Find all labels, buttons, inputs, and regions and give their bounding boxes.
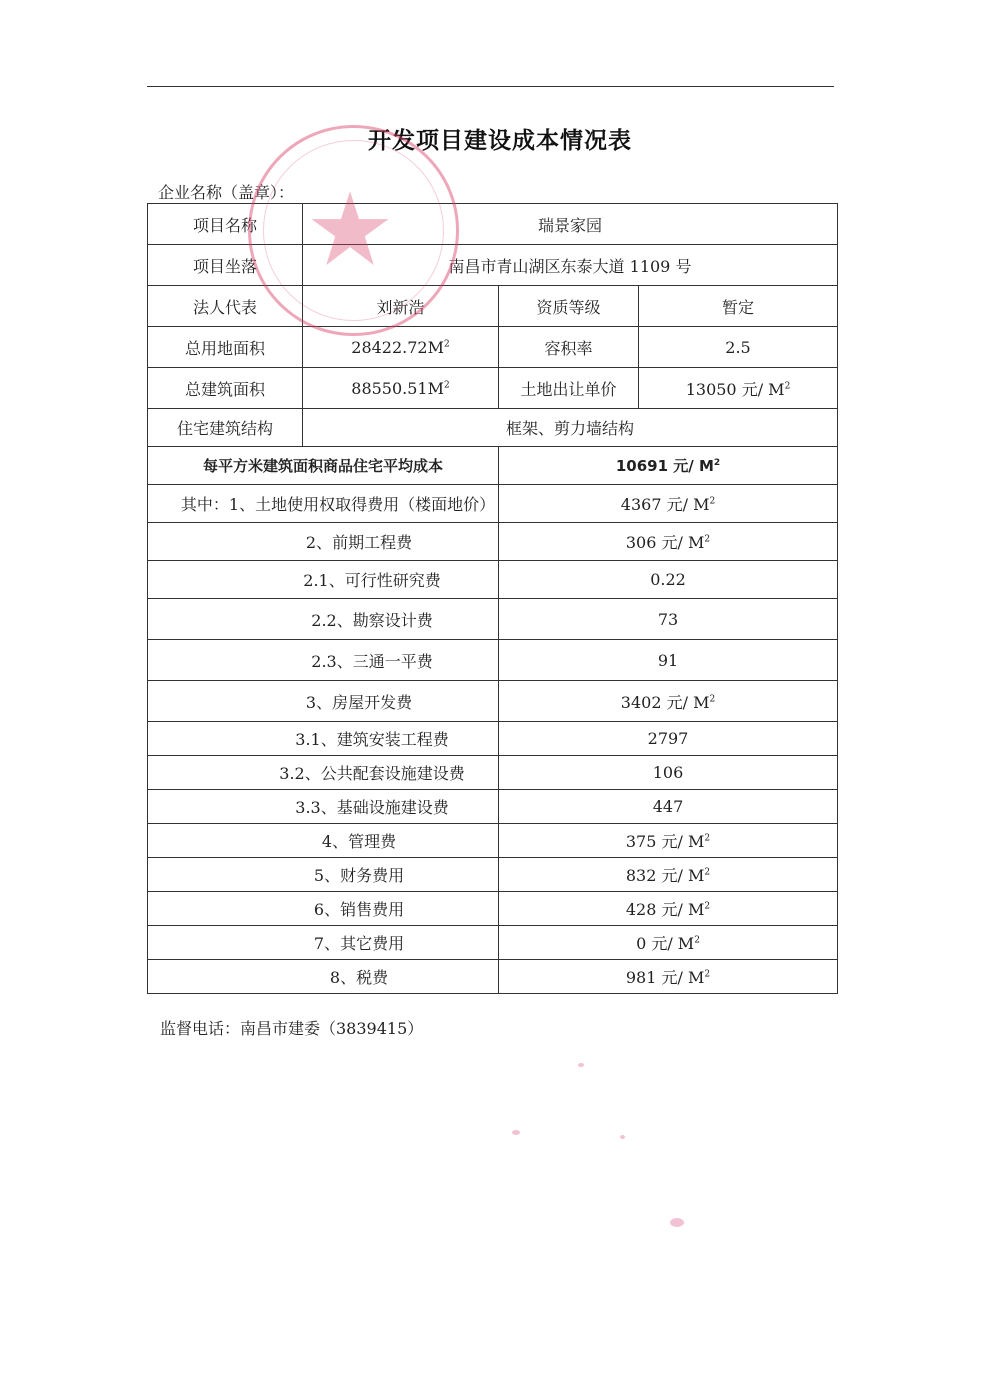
- item-value: 447: [499, 790, 838, 824]
- table-row: [148, 681, 838, 722]
- unit-superscript: 2: [784, 381, 791, 392]
- structure-value: 框架、剪力墙结构: [303, 409, 838, 447]
- building-area-value: 88550.51M: [351, 378, 444, 398]
- item-label: 2.1、可行性研究费: [148, 561, 499, 599]
- qualification-value: 暂定: [639, 286, 838, 327]
- item-value: 3402 元/ M: [620, 692, 710, 712]
- item-value: 375 元/ M: [625, 832, 705, 851]
- item-value: 2797: [499, 722, 838, 756]
- table-row: [148, 523, 838, 561]
- table-row: [148, 960, 838, 994]
- table-row: [148, 790, 838, 824]
- unit-superscript: 2: [694, 935, 700, 946]
- item-value-cell: [499, 523, 838, 561]
- table-row: [148, 824, 838, 858]
- item-label: 3.1、建筑安装工程费: [148, 722, 499, 756]
- table-row: [148, 485, 838, 523]
- land-price-cell: [639, 368, 838, 409]
- unit-superscript: 2: [704, 534, 711, 545]
- item-value-cell: [499, 485, 838, 523]
- item-value: 832 元/ M: [625, 866, 705, 885]
- scan-speck: [670, 1218, 684, 1227]
- page-title: 开发项目建设成本情况表: [368, 128, 632, 154]
- item-value: 428 元/ M: [625, 900, 705, 919]
- company-label: 企业名称（盖章）：: [158, 183, 295, 202]
- legal-rep-value: 刘新浩: [303, 286, 499, 327]
- table-row: [148, 722, 838, 756]
- item-label: 7、其它费用: [148, 926, 499, 960]
- item-value: 4367 元/ M: [620, 495, 710, 514]
- table-row: [148, 409, 838, 447]
- avg-cost-label: 每平方米建筑面积商品住宅平均成本: [148, 447, 499, 485]
- top-rule: [147, 86, 834, 87]
- unit-superscript: 2: [704, 969, 711, 980]
- item-value: 0 元/ M: [636, 934, 695, 953]
- item-value-cell: [499, 926, 838, 960]
- item-value-cell: [499, 960, 838, 994]
- item-label: 2、前期工程费: [148, 523, 499, 561]
- unit-superscript: 2: [709, 496, 716, 507]
- table-row: [148, 204, 838, 245]
- table-row: [148, 926, 838, 960]
- item-value: 306 元/ M: [625, 533, 705, 552]
- item-label: 5、财务费用: [148, 858, 499, 892]
- far-label: 容积率: [499, 327, 639, 368]
- item-value: 0.22: [499, 561, 838, 599]
- item-value: 981 元/ M: [625, 968, 705, 987]
- avg-cost-value: 10691 元/ M: [615, 457, 714, 475]
- table-row: [148, 561, 838, 599]
- supervision-phone: 监督电话：南昌市建委（3839415）: [160, 1019, 424, 1038]
- project-location-value: 南昌市青山湖区东泰大道 1109 号: [303, 245, 838, 286]
- item-label: 2.2、勘察设计费: [148, 599, 499, 640]
- table-row: [148, 599, 838, 640]
- item-value: 91: [499, 640, 838, 681]
- item-label: 2.3、三通一平费: [148, 640, 499, 681]
- land-price-label: 土地出让单价: [499, 368, 639, 409]
- table-row: [148, 892, 838, 926]
- table-row: [148, 368, 838, 409]
- unit-superscript: 2: [444, 339, 450, 350]
- qualification-label: 资质等级: [499, 286, 639, 327]
- item-label: 3、房屋开发费: [148, 681, 499, 722]
- unit-superscript: 2: [704, 901, 711, 912]
- item-value: 106: [499, 756, 838, 790]
- land-area-cell: [303, 327, 499, 368]
- unit-superscript: 2: [709, 694, 716, 705]
- item-value: 73: [499, 599, 838, 640]
- item-value-cell: [499, 824, 838, 858]
- unit-superscript: 2: [444, 380, 450, 391]
- unit-superscript: 2: [713, 458, 721, 468]
- table-row: [148, 756, 838, 790]
- cost-table: [147, 203, 838, 994]
- building-area-cell: [303, 368, 499, 409]
- far-value: 2.5: [639, 327, 838, 368]
- item-value-cell: [499, 892, 838, 926]
- item-label: 8、税费: [148, 960, 499, 994]
- land-area-value: 28422.72M: [351, 337, 444, 357]
- unit-superscript: 2: [704, 833, 711, 844]
- table-row: [148, 286, 838, 327]
- item-value-cell: [499, 858, 838, 892]
- avg-cost-cell: [499, 447, 838, 485]
- table-row: [148, 245, 838, 286]
- item-value-cell: [499, 681, 838, 722]
- structure-label: 住宅建筑结构: [148, 409, 303, 447]
- scan-speck: [578, 1063, 584, 1067]
- project-name-label: 项目名称: [148, 204, 303, 245]
- scan-speck: [512, 1130, 520, 1135]
- building-area-label: 总建筑面积: [148, 368, 303, 409]
- project-location-label: 项目坐落: [148, 245, 303, 286]
- table-row: [148, 327, 838, 368]
- legal-rep-label: 法人代表: [148, 286, 303, 327]
- project-name-value: 瑞景家园: [303, 204, 838, 245]
- unit-superscript: 2: [704, 867, 711, 878]
- land-price-value: 13050 元/ M: [685, 379, 785, 399]
- item-label: 3.2、公共配套设施建设费: [148, 756, 499, 790]
- table-row: [148, 447, 838, 485]
- table-row: [148, 858, 838, 892]
- item-label: 4、管理费: [148, 824, 499, 858]
- item-label: 3.3、基础设施建设费: [148, 790, 499, 824]
- scan-speck: [620, 1135, 625, 1139]
- item-label: 6、销售费用: [148, 892, 499, 926]
- land-area-label: 总用地面积: [148, 327, 303, 368]
- table-row: [148, 640, 838, 681]
- item-label: 其中：1、土地使用权取得费用（楼面地价）: [148, 485, 499, 523]
